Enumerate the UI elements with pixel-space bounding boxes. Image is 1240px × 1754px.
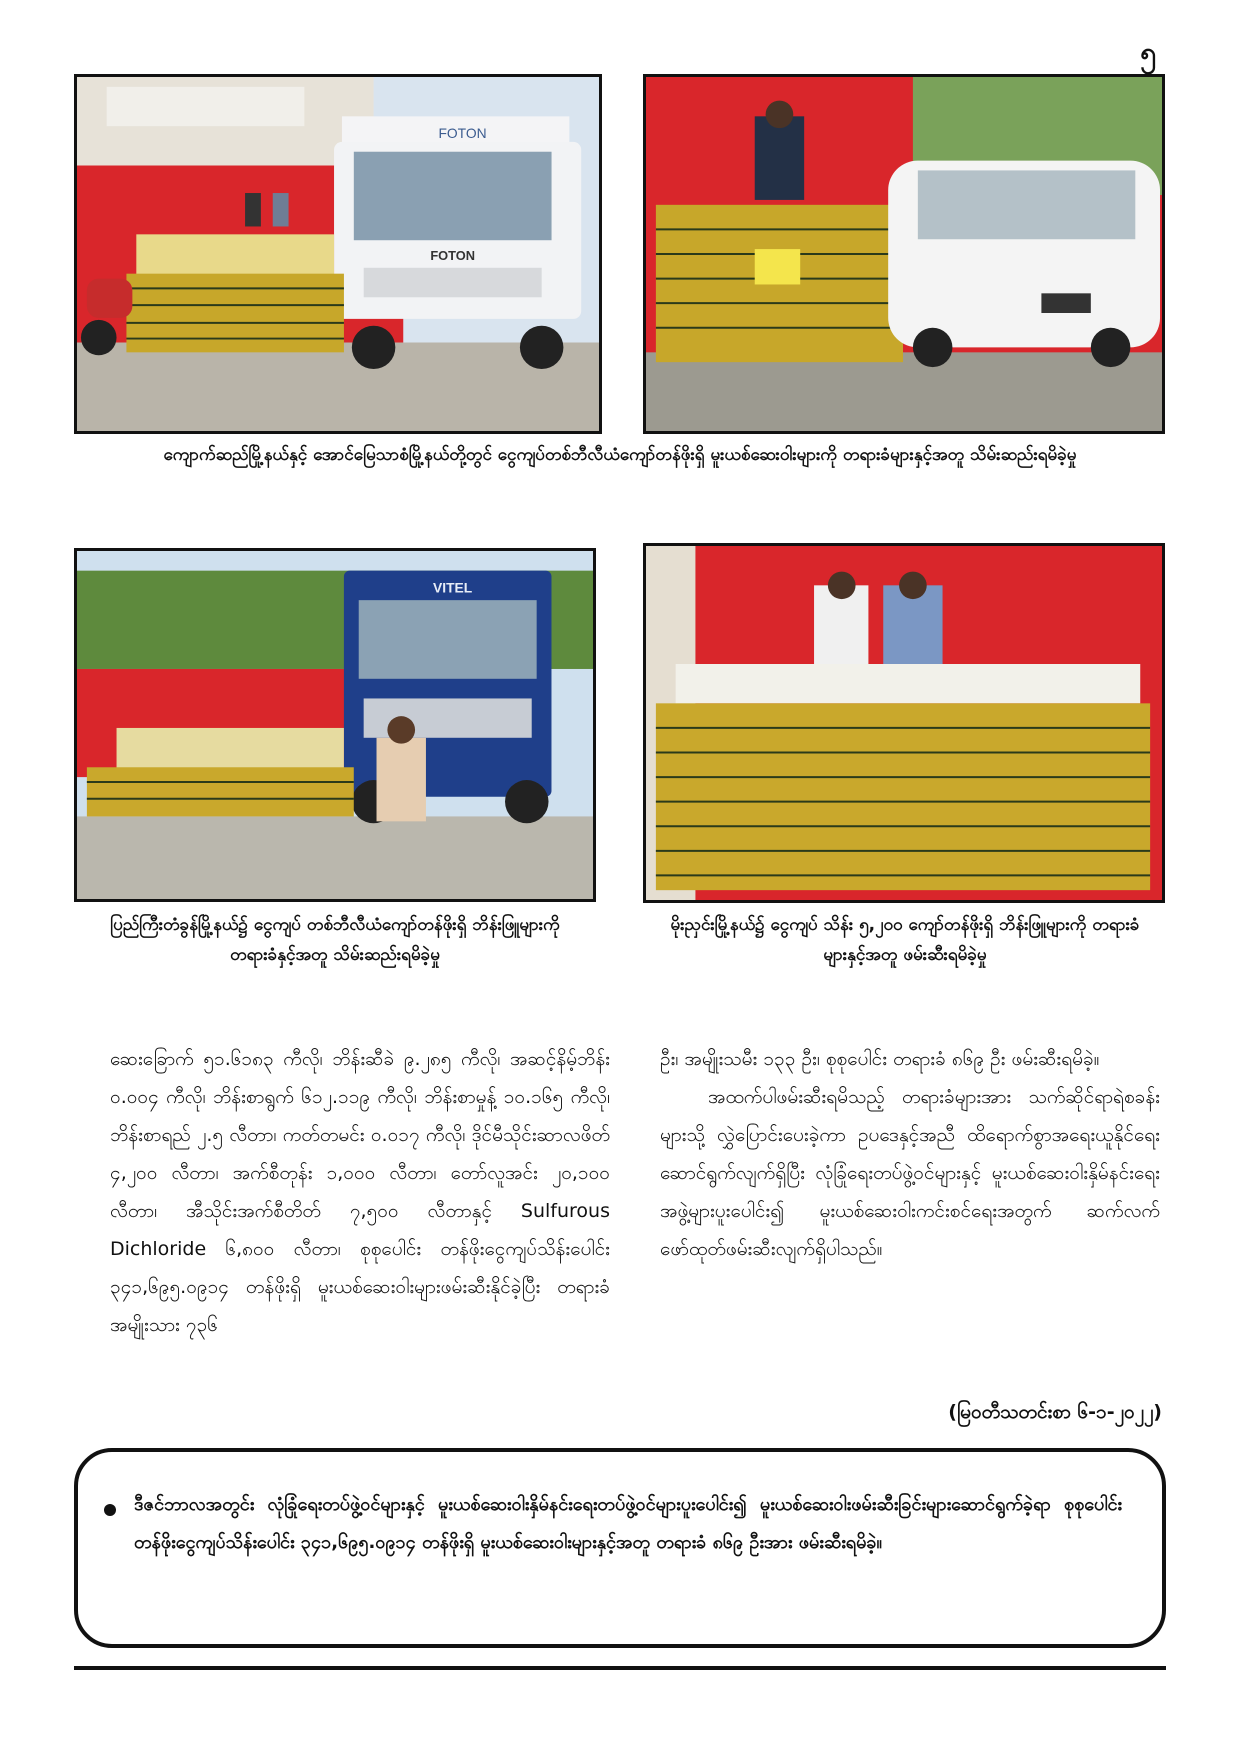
truck-grille-label: FOTON	[430, 247, 476, 263]
body-left-column	[110, 1040, 610, 1344]
body-right-column	[660, 1040, 1160, 1268]
seizure-photo-packages	[643, 543, 1165, 903]
body-paragraph: ဦး၊ အမျိုးသမီး ၁၃၃ ဦး၊ စုစုပေါင်း တရားခံ ၈၆၉ ဦး ဖမ်းဆီးရမိခဲ့။	[660, 1048, 1100, 1070]
caption-photos-top: ကျောက်ဆည်မြို့နယ်နှင့် အောင်မြေသာစံမြို့နယ်တို့တွင် ငွေကျပ်တစ်ဘီလီယံကျော်တန်ဖိုးရှိ မူးယစ်ဆေးဝါးများကို တရားခံများနှင့်အတူ သိမ်းဆည်းရမိခဲ့မှု	[163, 445, 1077, 465]
truck-brand-label: FOTON	[438, 125, 487, 141]
body-paragraph: အထက်ပါဖမ်းဆီးရမိသည့် တရားခံများအား သက်ဆိုင်ရာရဲစခန်းများသို့ လွှဲပြောင်းပေးခဲ့ကာ ဥပဒေနှင့်အညီ ထိရောက်စွာအရေးယူနိုင်ရေး ဆောင်ရွက်လျက်ရှိပြီး လုံခြုံရေးတပ်ဖွဲ့ဝင်များနှင့် မူးယစ်ဆေးဝါးနှိမ်နင်းရေးအဖွဲ့များပူးပေါင်း၍ မူးယစ်ဆေးဝါးကင်းစင်ရေးအတွက် ဆက်လက်ဖော်ထုတ်ဖမ်းဆီးလျက်ရှိပါသည်။	[660, 1086, 1160, 1260]
seizure-photo-blue-truck	[74, 548, 596, 902]
footer-divider	[74, 1666, 1166, 1670]
seizure-photo-truck-motorbike	[74, 74, 602, 434]
bullet-icon	[104, 1504, 116, 1516]
summary-box	[74, 1448, 1166, 1648]
seizure-photo-car	[643, 74, 1165, 434]
source-citation: (မြဝတီသတင်းစာ ၆-၁-၂၀၂၂)	[948, 1401, 1162, 1423]
caption-photo-blue-truck: ပြည်ကြီးတံခွန်မြို့နယ်၌ ငွေကျပ် တစ်ဘီလီယံကျော်တန်ဖိုးရှိ ဘိန်းဖြူများကို တရားခံနှင့်အတူ သိမ်းဆည်းရမိခဲ့မှု	[110, 915, 560, 965]
caption-photo-packages: မိုးညှင်းမြို့နယ်၌ ငွေကျပ် သိန်း ၅,၂၀၀ ကျော်တန်ဖိုးရှိ ဘိန်းဖြူများကို တရားခံများနှင့်အတူ ဖမ်းဆီးရမိခဲ့မှု	[670, 915, 1140, 965]
truck-brand-label: VITEL	[433, 580, 473, 596]
page-number: ၅	[1140, 36, 1156, 69]
summary-text: ဒီဇင်ဘာလအတွင်း လုံခြုံရေးတပ်ဖွဲ့ဝင်များနှင့် မူးယစ်ဆေးဝါးနှိမ်နင်းရေးတပ်ဖွဲ့ဝင်များပူးပေါင်း၍ မူးယစ်ဆေးဝါးဖမ်းဆီးခြင်းများဆောင်ရွက်ခဲ့ရာ စုစုပေါင်းတန်ဖိုးငွေကျပ်သိန်းပေါင်း ၃၄၁,၆၉၅.၀၉၁၄ တန်ဖိုးရှိ မူးယစ်ဆေးဝါးများနှင့်အတူ တရားခံ ၈၆၉ ဦးအား ဖမ်းဆီးရမိခဲ့။	[134, 1494, 1122, 1553]
body-paragraph: ဆေးခြောက် ၅၁.၆၁၈၃ ကီလို၊ ဘိန်းဆီခဲ ၉.၂၈၅ ကီလို၊ အဆင့်နိမ့်ဘိန်း ၀.၀၀၄ ကီလို၊ ဘိန်းစာရွက် ၆၁၂.၁၁၉ ကီလို၊ ဘိန်းစာမှုန့် ၁၀.၁၆၅ ကီလို၊ ဘိန်းစာရည် ၂.၅ လီတာ၊ ကတ်တမင်း ၀.၀၁၇ ကီလို၊ ဒိုင်မီသိုင်းဆာလဖိတ် ၄,၂၀၀ လီတာ၊ အက်စီတုန်း ၁,၀၀၀ လီတာ၊ တော်လူအင်း ၂၀,၁၀၀ လီတာ၊ အီသိုင်းအက်စီတိတ် ၇,၅၀၀ လီတာနှင့် Sulfurous Dichloride ၆,၈၀၀ လီတာ၊ စုစုပေါင်း တန်ဖိုးငွေကျပ်သိန်းပေါင်း ၃၄၁,၆၉၅.၀၉၁၄ တန်ဖိုးရှိ မူးယစ်ဆေးဝါးများဖမ်းဆီးနိုင်ခဲ့ပြီး တရားခံ အမျိုးသား ၇၃၆	[110, 1048, 610, 1336]
